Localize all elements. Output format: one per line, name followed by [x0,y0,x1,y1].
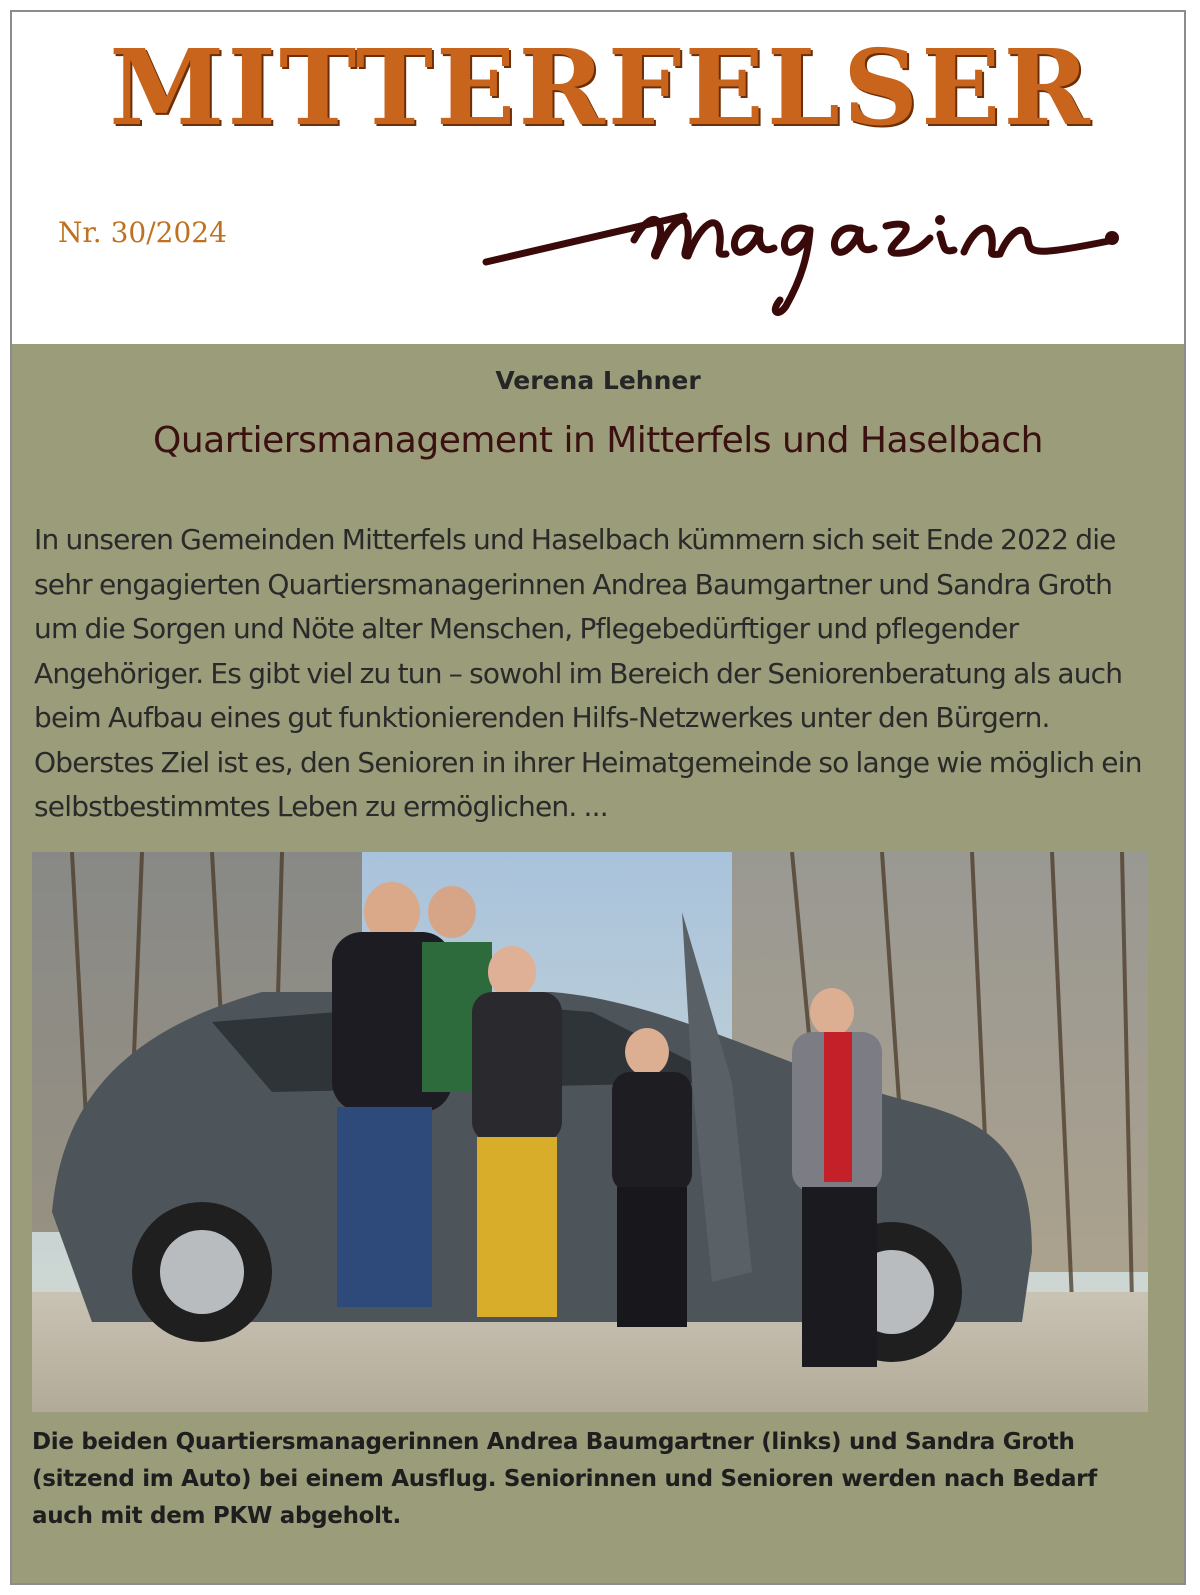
magazin-wordmark-logo [474,182,1124,322]
photo-caption: Die beiden Quartiersmanagerinnen Andrea Baumgartner (links) und Sandra Groth (sitzend im Auto) bei einem Ausflug. Seniorinnen und Senioren werden nach Bedarf auch mit dem PKW abgeholt. [32,1429,1097,1529]
masthead [12,12,1184,344]
article-headline: Quartiersmanagement in Mitterfels und Haselbach [153,420,1043,461]
issue-number: Nr. 30/2024 [58,216,227,249]
article-panel [12,344,1184,1585]
magazine-page [10,10,1186,1585]
article-author: Verena Lehner [495,366,701,395]
article-body: In unseren Gemeinden Mitterfels und Haselbach kümmern sich seit Ende 2022 die sehr engagierten Quartiersmanagerinnen Andrea Baumgartner und Sandra Groth um die Sorgen und Nöte alter Menschen, Pflegebedürftiger und pflegender Angehöriger. Es gibt viel zu tun – sowohl im Bereich der Seniorenberatung als auch beim Aufbau eines gut funktionierenden Hilfs-Netzwerkes unter den Bürgern. Oberstes Ziel ist es, den Senioren in ihrer Heimatgemeinde so lange wie möglich ein selbstbestimmtes Leben zu ermöglichen. ... [34,523,1142,823]
article-photo [32,852,1148,1412]
masthead-title: MITTERFELSER [109,26,1093,149]
